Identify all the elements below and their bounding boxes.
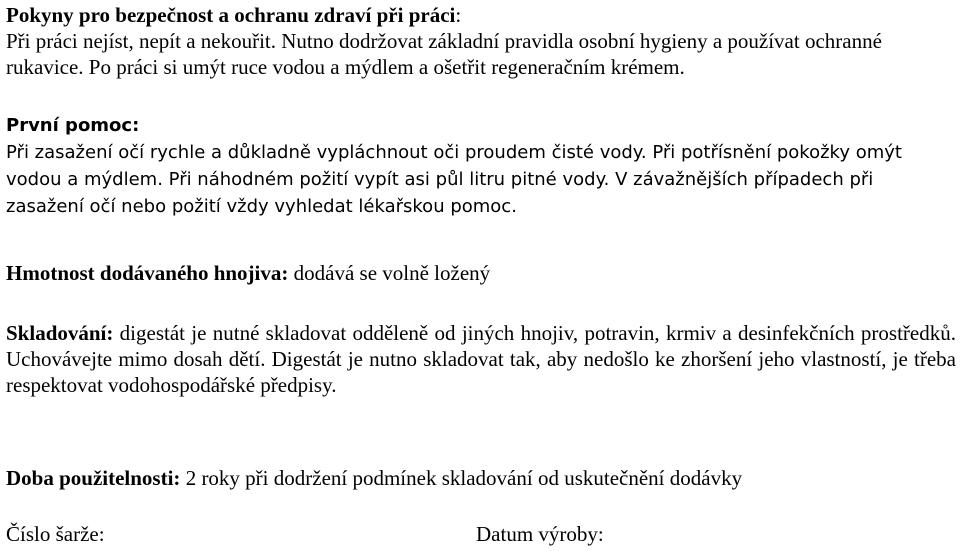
production-date-label: Datum výroby: <box>476 522 604 546</box>
shelf-life-label: Doba použitelnosti: <box>6 466 181 490</box>
shelf-life-value: 2 roky při dodržení podmínek skladování od uskutečnění dodávky <box>180 466 743 490</box>
storage-text: digestát je nutné skladovat odděleně od jiných hnojiv, potravin, krmiv a desinfekčních prostředků. Uchovávejte mimo dosah dětí. Digestát je nutno skladovat tak, aby nedošlo ke zhoršení jeho vlastností, je třeba respektovat vodohospodářské předpisy. <box>6 321 956 397</box>
safety-heading-colon: : <box>455 3 462 27</box>
weight-value: dodává se volně ložený <box>288 261 491 285</box>
weight-label: Hmotnost dodávaného hnojiva: <box>6 261 289 285</box>
first-aid-section <box>6 112 956 220</box>
safety-heading: Pokyny pro bezpečnost a ochranu zdraví při práci <box>6 3 456 27</box>
storage-label: Skladování: <box>6 321 114 345</box>
safety-section <box>6 2 956 80</box>
first-aid-heading: První pomoc: <box>6 115 140 136</box>
lot-number-label: Číslo šarže: <box>6 522 105 546</box>
shelf-life-section <box>6 465 956 491</box>
safety-text: Při práci nejíst, nepít a nekouřit. Nutno dodržovat základní pravidla osobní hygieny a používat ochranné rukavice. Po práci si umýt ruce vodou a mýdlem a ošetřit regeneračním krémem. <box>6 29 882 79</box>
storage-section <box>6 320 956 398</box>
first-aid-text: Při zasažení očí rychle a důkladně vypláchnout oči proudem čisté vody. Při potřísnění pokožky omýt vodou a mýdlem. Při náhodném požití vypít asi půl litru pitné vody. V závažnějších případech při zasažení očí nebo požití vždy vyhledat lékařskou pomoc. <box>6 142 902 217</box>
weight-section <box>6 260 956 286</box>
